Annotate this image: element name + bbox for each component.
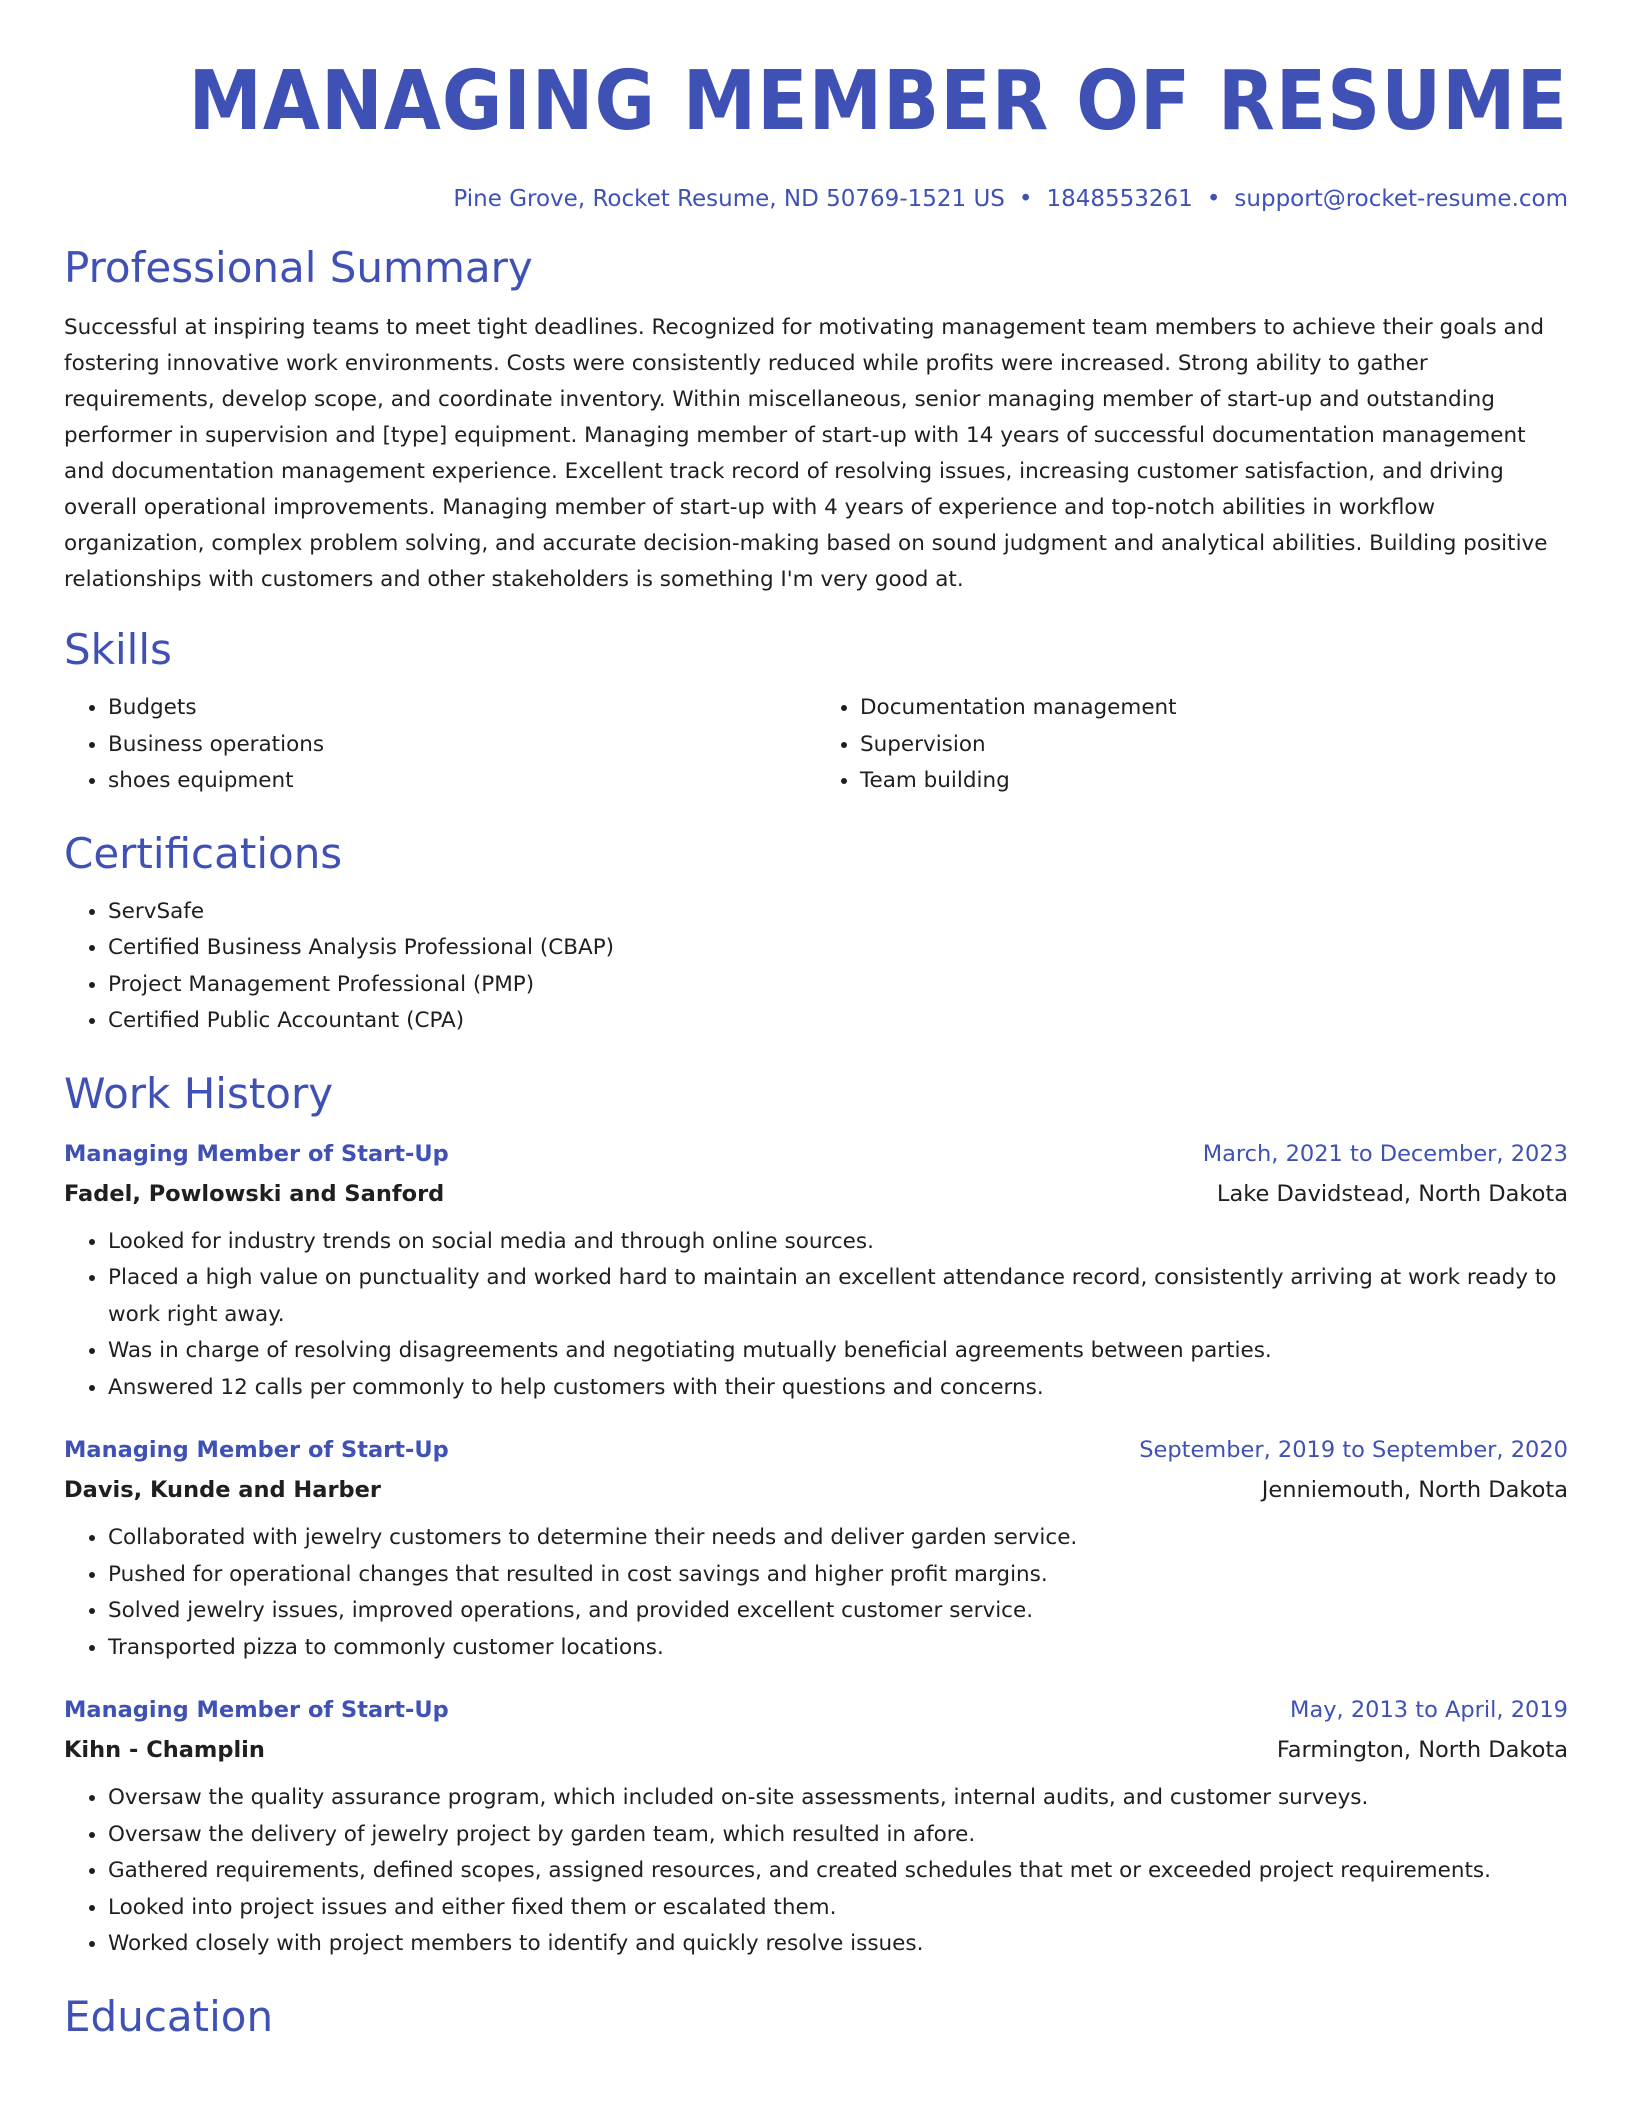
- skill-item: • Business operations: [108, 727, 816, 764]
- skills-list-left: [64, 690, 816, 800]
- education-section: [64, 1989, 1568, 2045]
- job-location: Lake Davidstead, North Dakota: [1216, 1180, 1568, 1207]
- job-dates: September, 2019 to September, 2020: [1139, 1437, 1568, 1463]
- section-title-skills: Skills: [64, 625, 172, 674]
- job-entry: [64, 1134, 1568, 1407]
- job-bullet: • Was in charge of resolving disagreements and negotiating mutually beneficial agreements between parties.: [108, 1333, 1568, 1370]
- section-title-work: Work History: [64, 1068, 334, 1118]
- certification-item: • Certified Business Analysis Professional (CBAP): [108, 930, 1568, 967]
- skill-item: • Supervision: [860, 727, 1568, 764]
- separator-dot: •: [1206, 186, 1221, 212]
- job-title: Managing Member of Start-Up: [64, 1140, 449, 1167]
- job-header: [64, 1430, 1568, 1470]
- job-subheader: [64, 1174, 1568, 1214]
- job-entry: [64, 1690, 1568, 1963]
- job-title: Managing Member of Start-Up: [64, 1697, 449, 1723]
- skills-list-right: [816, 690, 1568, 800]
- job-header: [64, 1134, 1568, 1174]
- job-entry: [64, 1430, 1568, 1666]
- email-link[interactable]: support@rocket-resume.com: [1234, 186, 1568, 212]
- job-bullets: [64, 1520, 1568, 1666]
- skills-columns: [64, 690, 1568, 800]
- section-title-education: Education: [64, 1991, 274, 2041]
- resume-header: [64, 0, 1568, 214]
- skill-item: • shoes equipment: [108, 763, 816, 800]
- job-bullet: • Looked into project issues and either fixed them or escalated them.: [108, 1890, 1568, 1927]
- job-location: Farmington, North Dakota: [1276, 1737, 1568, 1763]
- job-bullet: • Gathered requirements, defined scopes, assigned resources, and created schedules that met or exceeded project requirements.: [108, 1853, 1568, 1890]
- job-bullet: • Collaborated with jewelry customers to determine their needs and deliver garden service.: [108, 1520, 1568, 1557]
- job-bullet: • Pushed for operational changes that resulted in cost savings and higher profit margins.: [108, 1557, 1568, 1594]
- work-section: [64, 1066, 1568, 1963]
- certification-item: • Certified Public Accountant (CPA): [108, 1003, 1568, 1040]
- skill-item: • Documentation management: [860, 690, 1568, 727]
- page-title: MANAGING MEMBER OF RESUME: [188, 54, 1568, 149]
- job-bullet: • Oversaw the delivery of jewelry project by garden team, which resulted in afore.: [108, 1817, 1568, 1854]
- job-bullet: • Solved jewelry issues, improved operations, and provided excellent customer service.: [108, 1593, 1568, 1630]
- job-dates: May, 2013 to April, 2019: [1290, 1697, 1568, 1723]
- job-location: Jenniemouth, North Dakota: [1261, 1477, 1568, 1503]
- job-bullet: • Transported pizza to commonly customer locations.: [108, 1630, 1568, 1667]
- certification-item: • ServSafe: [108, 894, 1568, 931]
- job-bullet: • Placed a high value on punctuality and worked hard to maintain an excellent attendance record, consistently arriving at work ready to work right away.: [108, 1260, 1568, 1333]
- phone-text: 1848553261: [1046, 186, 1193, 212]
- job-header: [64, 1690, 1568, 1730]
- job-company: Kihn - Champlin: [64, 1737, 265, 1763]
- job-bullet: • Worked closely with project members to identify and quickly resolve issues.: [108, 1926, 1568, 1963]
- job-bullets: [64, 1224, 1568, 1407]
- section-title-summary: Professional Summary: [64, 243, 533, 292]
- job-company: Fadel, Powlowski and Sanford: [64, 1180, 445, 1207]
- job-bullet: • Oversaw the quality assurance program, which included on-site assessments, internal audits, and customer surveys.: [108, 1780, 1568, 1817]
- job-subheader: [64, 1730, 1568, 1770]
- job-bullet: • Looked for industry trends on social media and through online sources.: [108, 1224, 1568, 1261]
- skill-item: • Budgets: [108, 690, 816, 727]
- certifications-list: [64, 894, 1568, 1040]
- section-title-certifications: Certifications: [64, 828, 343, 878]
- job-dates: March, 2021 to December, 2023: [1202, 1140, 1568, 1167]
- summary-text: Successful at inspiring teams to meet tight deadlines. Recognized for motivating management team members to achieve their goals and fostering innovative work environments. Costs were consistently reduced while profits were increased. Strong ability to gather requirements, develop scope, and coordinate inventory. Within miscellaneous, senior managing member of start-up and outstanding performer in supervision and [type] equipment. Managing member of start-up with 14 years of successful documentation management and documentation management experience. Excellent track record of resolving issues, increasing customer satisfaction, and driving overall operational improvements. Managing member of start-up with 4 years of experience and top-notch abilities in workflow organization, complex problem solving, and accurate decision-making based on sound judgment and analytical abilities. Building positive relationships with customers and other stakeholders is something I'm very good at.: [64, 315, 1548, 592]
- contact-line: [64, 184, 1568, 214]
- skill-item: • Team building: [860, 763, 1568, 800]
- address-text: Pine Grove, Rocket Resume, ND 50769-1521 US: [453, 186, 1005, 212]
- job-bullets: [64, 1780, 1568, 1963]
- certification-item: • Project Management Professional (PMP): [108, 967, 1568, 1004]
- skills-section: [64, 622, 1568, 800]
- job-bullet: • Answered 12 calls per commonly to help customers with their questions and concerns.: [108, 1370, 1568, 1407]
- summary-section: [64, 240, 1568, 598]
- separator-dot: •: [1018, 186, 1033, 212]
- job-subheader: [64, 1470, 1568, 1510]
- certifications-section: [64, 826, 1568, 1040]
- job-company: Davis, Kunde and Harber: [64, 1477, 381, 1503]
- job-title: Managing Member of Start-Up: [64, 1437, 449, 1463]
